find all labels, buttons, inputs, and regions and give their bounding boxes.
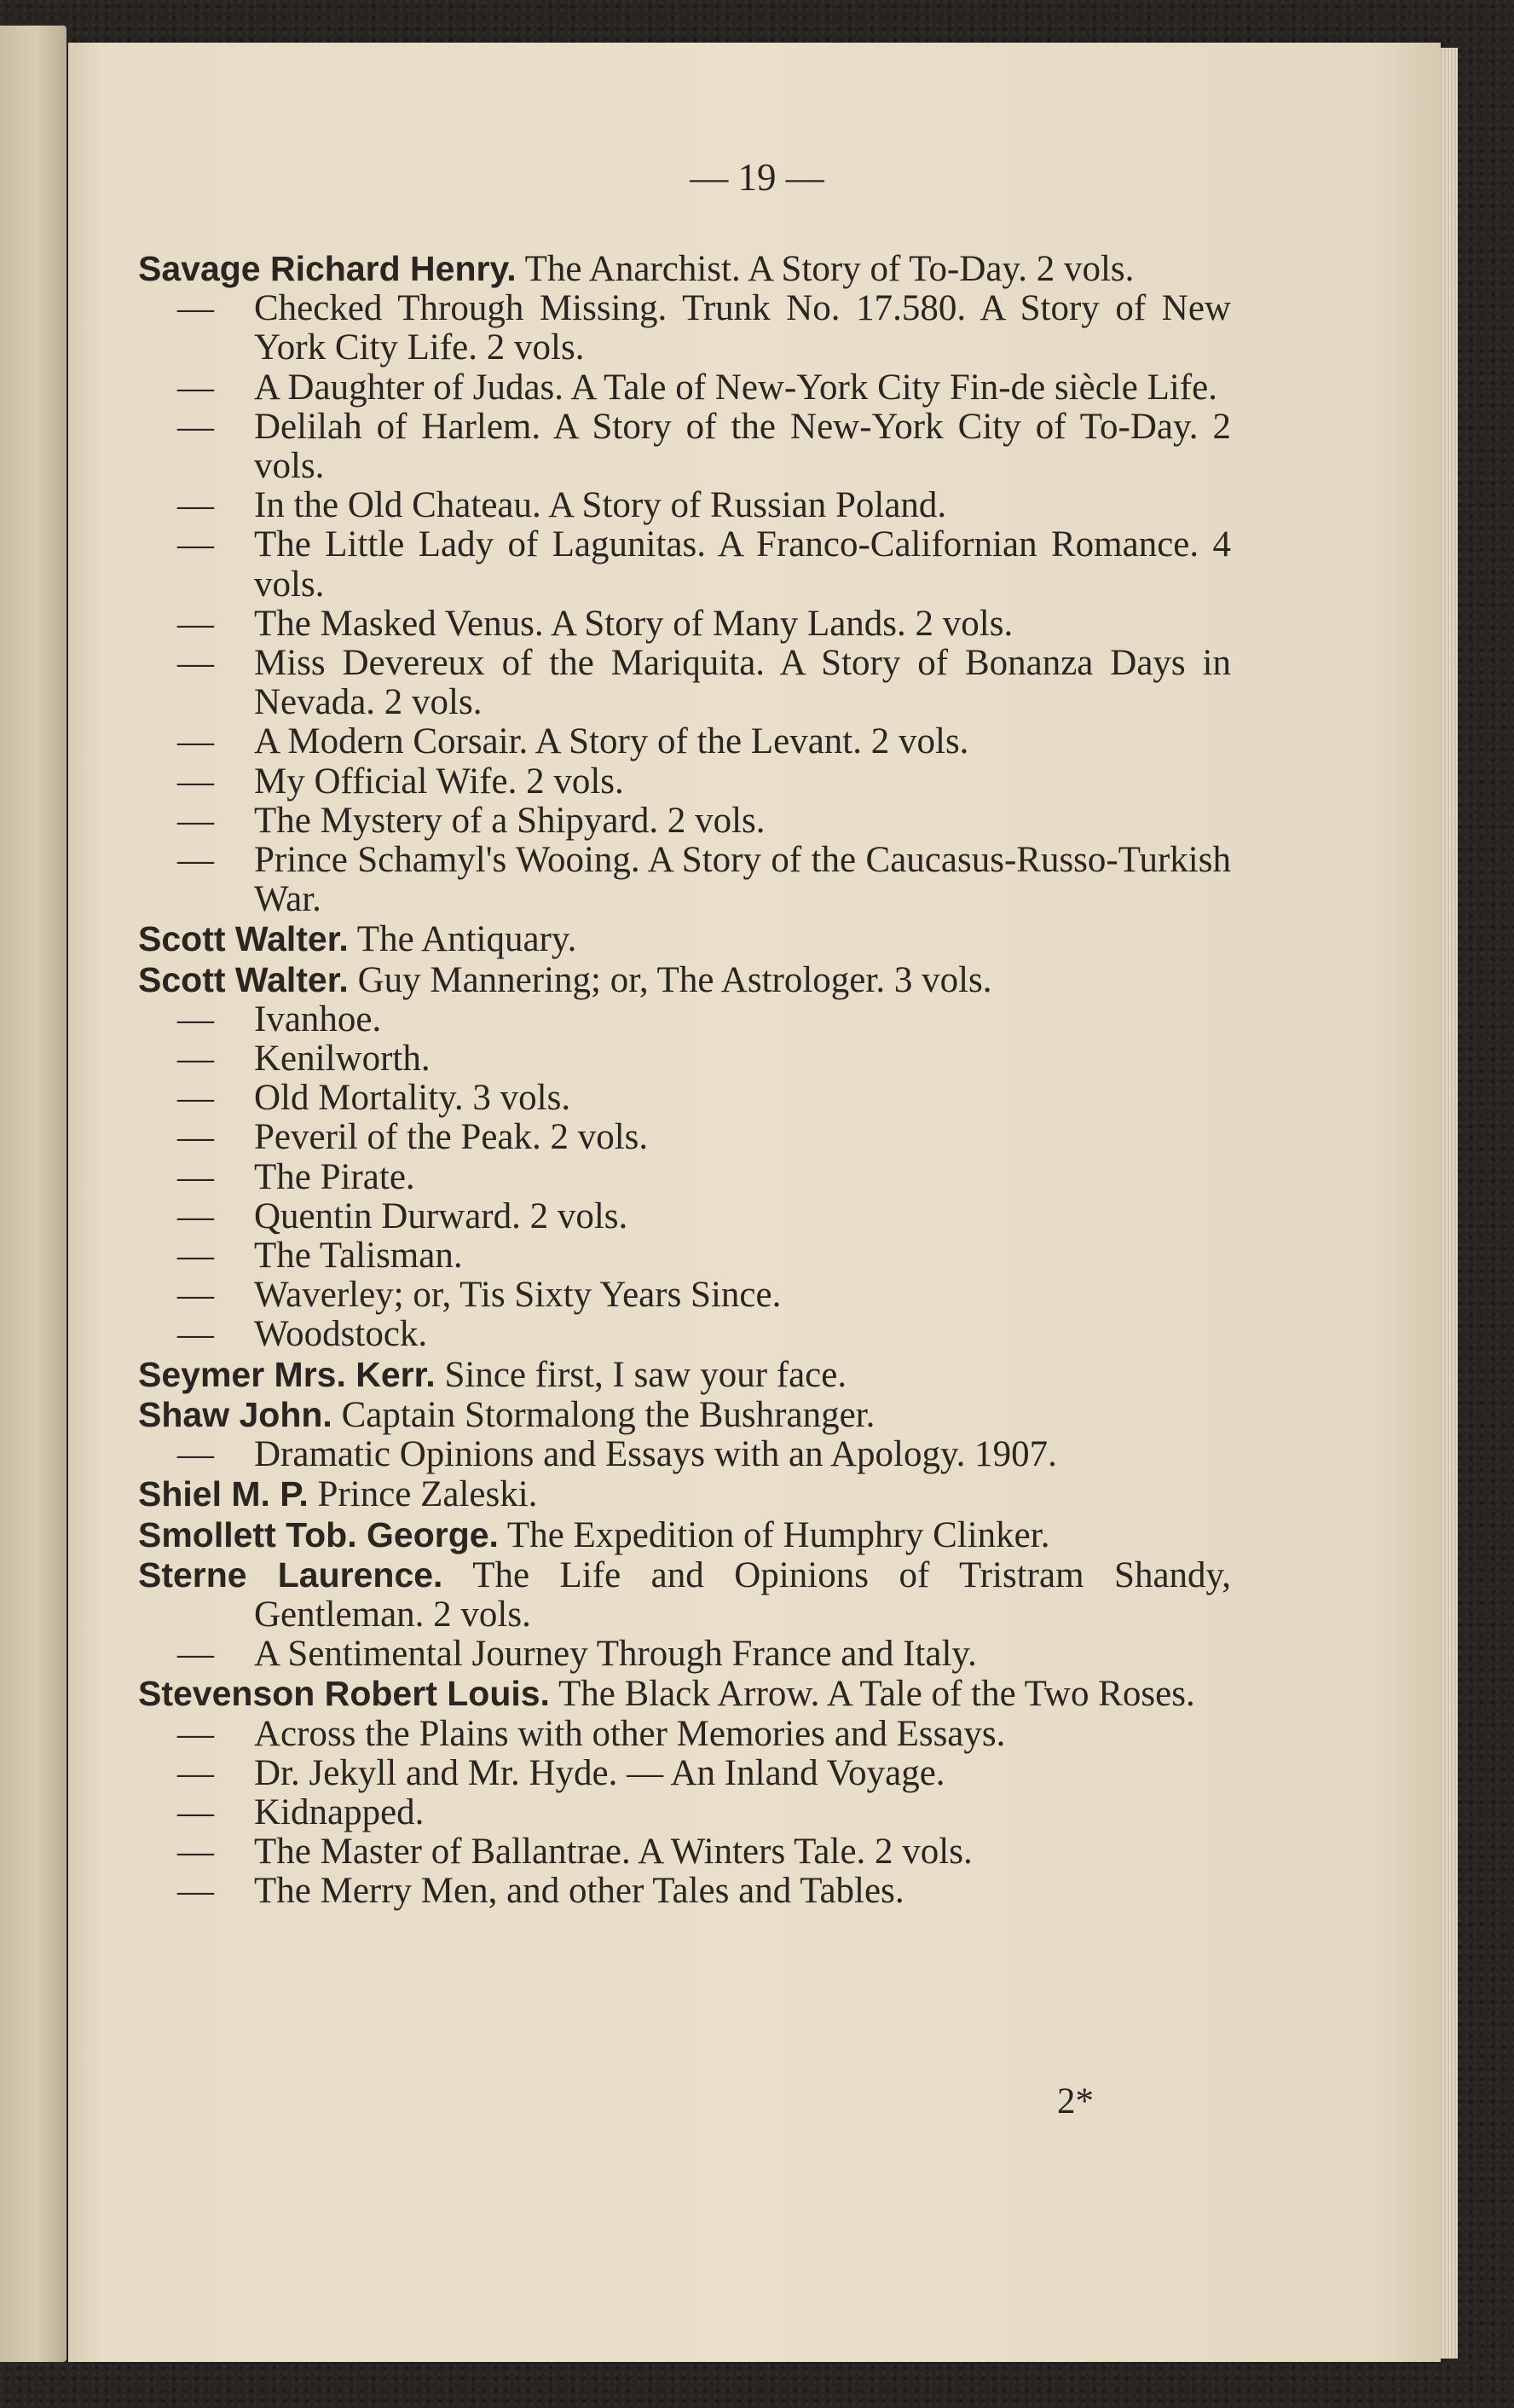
- entry-title: The Merry Men, and other Tales and Tables.: [254, 1871, 904, 1912]
- author-name: Sterne Laurence.: [138, 1554, 443, 1595]
- sub-entry: [138, 1000, 1231, 1039]
- printer-signature-mark: 2*: [1057, 2081, 1094, 2121]
- entry-title: Delilah of Harlem. A Story of the New-York City of To-Day. 2 vols.: [254, 406, 1231, 487]
- ditto-dash: —: [177, 999, 214, 1039]
- author-name: Smollett Tob. George.: [138, 1514, 499, 1554]
- entry-title: The Expedition of Humphry Clinker.: [506, 1514, 1050, 1555]
- entry-title: Peveril of the Peak. 2 vols.: [254, 1117, 649, 1158]
- author-name: Stevenson Robert Louis.: [138, 1674, 550, 1714]
- ditto-dash: —: [177, 1832, 214, 1873]
- sub-entry: [138, 1754, 1231, 1793]
- sub-entry: [138, 368, 1231, 408]
- ditto-dash: —: [177, 1039, 214, 1080]
- entry-title: The Life and Opinions of Tristram Shandy, Gentleman. 2 vols.: [254, 1554, 1231, 1635]
- sub-entry: [138, 644, 1231, 722]
- sub-entry: [138, 525, 1231, 604]
- sub-entry: [138, 1872, 1231, 1911]
- sub-entry: [138, 1715, 1231, 1754]
- entry-text: [138, 1355, 1231, 1395]
- entry-title: Across the Plains with other Memories and Essays.: [254, 1713, 1006, 1754]
- entry-title: Prince Schamyl's Wooing. A Story of the Caucasus-Russo-Turkish War.: [254, 840, 1231, 920]
- entry-title: Checked Through Missing. Trunk No. 17.580. A Story of New York City Life. 2 vols.: [254, 288, 1231, 368]
- entry-title: Captain Stormalong the Bushranger.: [341, 1394, 875, 1435]
- sub-entry: [138, 1079, 1231, 1118]
- entry-title: Ivanhoe.: [254, 999, 382, 1039]
- sub-entry: [138, 762, 1231, 802]
- entry-title: The Talisman.: [254, 1236, 463, 1276]
- ditto-dash: —: [177, 1078, 214, 1119]
- ditto-dash: —: [177, 367, 214, 408]
- entry-text: [138, 1674, 1231, 1714]
- entry-text: [138, 919, 1231, 959]
- entry-title: Old Mortality. 3 vols.: [254, 1078, 571, 1119]
- entry-title: Quentin Durward. 2 vols.: [254, 1195, 628, 1236]
- entry-title: Dramatic Opinions and Essays with an Apology. 1907.: [254, 1434, 1057, 1475]
- ditto-dash: —: [177, 1236, 214, 1276]
- author-entry: [138, 249, 1231, 289]
- page-block-edge: [1441, 48, 1458, 2359]
- entry-title: Kenilworth.: [254, 1039, 431, 1080]
- sub-entry: [138, 802, 1231, 841]
- entry-title: Waverley; or, Tis Sixty Years Since.: [254, 1275, 782, 1316]
- ditto-dash: —: [177, 603, 214, 644]
- ditto-dash: —: [177, 800, 214, 841]
- ditto-dash: —: [177, 1195, 214, 1236]
- author-name: Seymer Mrs. Kerr.: [138, 1354, 436, 1394]
- author-name: Scott Walter.: [138, 919, 349, 959]
- sub-entry: [138, 486, 1231, 525]
- ditto-dash: —: [177, 1434, 214, 1475]
- entry-text: [138, 1515, 1231, 1555]
- sub-entry: [138, 1276, 1231, 1315]
- entry-title: My Official Wife. 2 vols.: [254, 761, 624, 802]
- author-name: Shiel M. P.: [138, 1474, 309, 1514]
- entry-text: [138, 1555, 1231, 1635]
- ditto-dash: —: [177, 1117, 214, 1158]
- entry-title: Prince Zaleski.: [317, 1474, 538, 1515]
- sub-entry: [138, 1158, 1231, 1197]
- entry-title: The Black Arrow. A Tale of the Two Roses.: [558, 1674, 1195, 1715]
- sub-entry: [138, 1793, 1231, 1832]
- author-name: Savage Richard Henry.: [138, 249, 517, 288]
- ditto-dash: —: [177, 1156, 214, 1197]
- sub-entry: [138, 1236, 1231, 1276]
- entry-title: Kidnapped.: [254, 1792, 425, 1832]
- author-entry: [138, 1474, 1231, 1514]
- sub-entry: [138, 1039, 1231, 1079]
- sub-entry: [138, 1315, 1231, 1354]
- entry-title: Since first, I saw your face.: [444, 1354, 847, 1395]
- entry-text: [138, 960, 1231, 1000]
- entry-title: The Antiquary.: [356, 919, 577, 960]
- entry-text: [138, 1395, 1231, 1435]
- entry-title: Guy Mannering; or, The Astrologer. 3 vols.: [357, 959, 992, 1000]
- ditto-dash: —: [177, 1634, 214, 1675]
- ditto-dash: —: [177, 721, 214, 762]
- entry-title: In the Old Chateau. A Story of Russian Poland.: [254, 485, 947, 526]
- entry-title: A Sentimental Journey Through France and Italy.: [254, 1634, 977, 1675]
- entry-title: The Pirate.: [254, 1156, 415, 1197]
- ditto-dash: —: [177, 643, 214, 684]
- page-number: — 19 —: [690, 156, 824, 199]
- author-entry: [138, 1355, 1231, 1395]
- entry-title: Woodstock.: [254, 1314, 428, 1355]
- entry-title: The Master of Ballantrae. A Winters Tale. 2 vols.: [254, 1832, 973, 1873]
- entry-title: A Modern Corsair. A Story of the Levant. 2 vols.: [254, 721, 969, 762]
- sub-entry: [138, 1118, 1231, 1157]
- author-entry: [138, 1674, 1231, 1714]
- sub-entry: [138, 605, 1231, 644]
- ditto-dash: —: [177, 1752, 214, 1793]
- ditto-dash: —: [177, 1314, 214, 1355]
- catalogue-entries: [138, 249, 1231, 1912]
- sub-entry: [138, 722, 1231, 761]
- ditto-dash: —: [177, 485, 214, 526]
- author-name: Scott Walter.: [138, 959, 349, 999]
- ditto-dash: —: [177, 840, 214, 881]
- previous-page-edge: [0, 26, 66, 2362]
- sub-entry: [138, 408, 1231, 486]
- author-entry: [138, 919, 1231, 959]
- entry-title: Dr. Jekyll and Mr. Hyde. — An Inland Voyage.: [254, 1752, 945, 1793]
- author-entry: [138, 1515, 1231, 1555]
- entry-text: [138, 1474, 1231, 1514]
- sub-entry: [138, 1435, 1231, 1474]
- ditto-dash: —: [177, 524, 214, 565]
- entry-title: The Anarchist. A Story of To-Day. 2 vols.: [524, 249, 1135, 289]
- author-entry: [138, 1395, 1231, 1435]
- ditto-dash: —: [177, 1792, 214, 1832]
- ditto-dash: —: [177, 1713, 214, 1754]
- entry-text: [138, 249, 1231, 289]
- author-name: Shaw John.: [138, 1394, 332, 1434]
- entry-title: Miss Devereux of the Mariquita. A Story of Bonanza Days in Nevada. 2 vols.: [254, 643, 1231, 723]
- sub-entry: [138, 841, 1231, 919]
- author-entry: [138, 1555, 1231, 1635]
- author-entry: [138, 960, 1231, 1000]
- entry-title: The Mystery of a Shipyard. 2 vols.: [254, 800, 766, 841]
- ditto-dash: —: [177, 288, 214, 329]
- ditto-dash: —: [177, 761, 214, 802]
- entry-title: The Little Lady of Lagunitas. A Franco-Californian Romance. 4 vols.: [254, 524, 1231, 605]
- ditto-dash: —: [177, 1871, 214, 1912]
- entry-title: A Daughter of Judas. A Tale of New-York City Fin-de siècle Life.: [254, 367, 1217, 408]
- sub-entry: [138, 1197, 1231, 1236]
- ditto-dash: —: [177, 406, 214, 447]
- sub-entry: [138, 1635, 1231, 1674]
- entry-title: The Masked Venus. A Story of Many Lands. 2 vols.: [254, 603, 1014, 644]
- sub-entry: [138, 289, 1231, 368]
- ditto-dash: —: [177, 1275, 214, 1316]
- sub-entry: [138, 1832, 1231, 1872]
